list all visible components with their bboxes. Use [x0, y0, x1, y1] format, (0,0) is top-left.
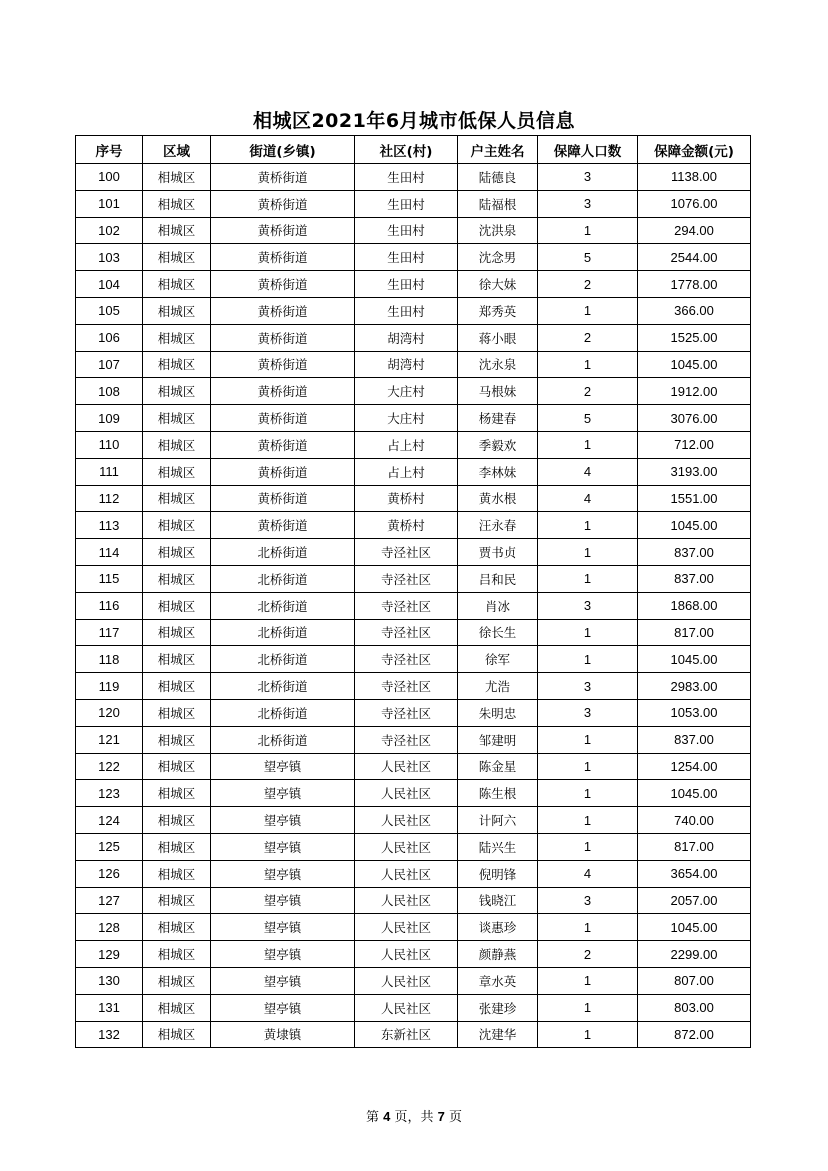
cell-index: 118: [76, 646, 143, 673]
cell-district: 相城区: [143, 646, 211, 673]
cell-street: 黄桥街道: [211, 271, 355, 298]
cell-householder: 邹建明: [458, 726, 538, 753]
cell-index: 126: [76, 860, 143, 887]
cell-householder: 蒋小眼: [458, 324, 538, 351]
cell-community: 人民社区: [355, 833, 458, 860]
cell-persons: 2: [538, 941, 638, 968]
cell-index: 112: [76, 485, 143, 512]
cell-persons: 3: [538, 164, 638, 191]
cell-householder: 尤浩: [458, 673, 538, 700]
table-row: [76, 512, 751, 539]
cell-district: 相城区: [143, 539, 211, 566]
cell-persons: 1: [538, 994, 638, 1021]
cell-amount: 803.00: [638, 994, 751, 1021]
cell-district: 相城区: [143, 780, 211, 807]
cell-street: 黄桥街道: [211, 405, 355, 432]
cell-community: 寺泾社区: [355, 565, 458, 592]
cell-street: 望亭镇: [211, 753, 355, 780]
footer-page-number: 4: [383, 1109, 391, 1124]
cell-street: 黄埭镇: [211, 1021, 355, 1048]
cell-amount: 2983.00: [638, 673, 751, 700]
cell-persons: 1: [538, 431, 638, 458]
cell-householder: 徐长生: [458, 619, 538, 646]
cell-street: 黄桥街道: [211, 190, 355, 217]
cell-amount: 1045.00: [638, 646, 751, 673]
cell-index: 121: [76, 726, 143, 753]
cell-amount: 712.00: [638, 431, 751, 458]
cell-street: 望亭镇: [211, 860, 355, 887]
cell-community: 人民社区: [355, 807, 458, 834]
cell-community: 人民社区: [355, 914, 458, 941]
cell-district: 相城区: [143, 565, 211, 592]
cell-street: 望亭镇: [211, 941, 355, 968]
cell-community: 人民社区: [355, 887, 458, 914]
cell-community: 生田村: [355, 217, 458, 244]
cell-district: 相城区: [143, 190, 211, 217]
cell-index: 128: [76, 914, 143, 941]
cell-amount: 1525.00: [638, 324, 751, 351]
cell-persons: 2: [538, 378, 638, 405]
cell-amount: 1868.00: [638, 592, 751, 619]
cell-amount: 817.00: [638, 833, 751, 860]
cell-community: 人民社区: [355, 860, 458, 887]
cell-community: 寺泾社区: [355, 619, 458, 646]
table-header: [76, 136, 751, 164]
cell-community: 生田村: [355, 190, 458, 217]
cell-amount: 294.00: [638, 217, 751, 244]
cell-community: 占上村: [355, 431, 458, 458]
cell-street: 黄桥街道: [211, 351, 355, 378]
cell-amount: 2299.00: [638, 941, 751, 968]
cell-householder: 马根妹: [458, 378, 538, 405]
table-row: [76, 941, 751, 968]
cell-householder: 肖冰: [458, 592, 538, 619]
table-row: [76, 833, 751, 860]
cell-householder: 郑秀英: [458, 297, 538, 324]
cell-district: 相城区: [143, 967, 211, 994]
cell-index: 105: [76, 297, 143, 324]
cell-amount: 807.00: [638, 967, 751, 994]
cell-persons: 1: [538, 1021, 638, 1048]
cell-householder: 沈永泉: [458, 351, 538, 378]
cell-persons: 1: [538, 297, 638, 324]
cell-street: 北桥街道: [211, 539, 355, 566]
table-row: [76, 914, 751, 941]
cell-index: 109: [76, 405, 143, 432]
cell-district: 相城区: [143, 860, 211, 887]
cell-community: 黄桥村: [355, 512, 458, 539]
cell-index: 119: [76, 673, 143, 700]
cell-householder: 黄水根: [458, 485, 538, 512]
col-header-index: 序号: [76, 136, 143, 164]
col-header-householder: 户主姓名: [458, 136, 538, 164]
cell-district: 相城区: [143, 217, 211, 244]
cell-index: 117: [76, 619, 143, 646]
cell-community: 东新社区: [355, 1021, 458, 1048]
cell-householder: 贾书贞: [458, 539, 538, 566]
cell-persons: 2: [538, 271, 638, 298]
cell-amount: 1551.00: [638, 485, 751, 512]
cell-district: 相城区: [143, 807, 211, 834]
cell-index: 132: [76, 1021, 143, 1048]
cell-persons: 1: [538, 217, 638, 244]
cell-persons: 1: [538, 539, 638, 566]
table-row: [76, 967, 751, 994]
cell-street: 望亭镇: [211, 967, 355, 994]
cell-index: 116: [76, 592, 143, 619]
table-row: [76, 458, 751, 485]
cell-amount: 1778.00: [638, 271, 751, 298]
cell-community: 人民社区: [355, 753, 458, 780]
cell-householder: 徐大妹: [458, 271, 538, 298]
cell-street: 北桥街道: [211, 646, 355, 673]
table-row: [76, 780, 751, 807]
cell-district: 相城区: [143, 673, 211, 700]
cell-householder: 倪明锋: [458, 860, 538, 887]
cell-street: 黄桥街道: [211, 458, 355, 485]
cell-persons: 5: [538, 244, 638, 271]
cell-persons: 5: [538, 405, 638, 432]
cell-street: 北桥街道: [211, 726, 355, 753]
cell-community: 生田村: [355, 164, 458, 191]
cell-index: 115: [76, 565, 143, 592]
cell-community: 黄桥村: [355, 485, 458, 512]
table-row: [76, 860, 751, 887]
cell-householder: 吕和民: [458, 565, 538, 592]
cell-district: 相城区: [143, 914, 211, 941]
cell-street: 黄桥街道: [211, 485, 355, 512]
header-row: [76, 136, 751, 164]
cell-district: 相城区: [143, 458, 211, 485]
cell-community: 生田村: [355, 297, 458, 324]
cell-district: 相城区: [143, 753, 211, 780]
cell-community: 寺泾社区: [355, 726, 458, 753]
cell-persons: 3: [538, 190, 638, 217]
cell-index: 120: [76, 699, 143, 726]
col-header-district: 区域: [143, 136, 211, 164]
cell-index: 127: [76, 887, 143, 914]
cell-index: 122: [76, 753, 143, 780]
cell-householder: 沈建华: [458, 1021, 538, 1048]
cell-persons: 1: [538, 833, 638, 860]
cell-persons: 1: [538, 753, 638, 780]
cell-householder: 颜静燕: [458, 941, 538, 968]
table-row: [76, 271, 751, 298]
cell-street: 北桥街道: [211, 699, 355, 726]
table-row: [76, 673, 751, 700]
cell-index: 131: [76, 994, 143, 1021]
cell-street: 黄桥街道: [211, 217, 355, 244]
cell-persons: 1: [538, 726, 638, 753]
cell-community: 人民社区: [355, 994, 458, 1021]
cell-district: 相城区: [143, 592, 211, 619]
cell-amount: 3654.00: [638, 860, 751, 887]
cell-persons: 1: [538, 565, 638, 592]
table-row: [76, 726, 751, 753]
cell-householder: 张建珍: [458, 994, 538, 1021]
cell-persons: 3: [538, 887, 638, 914]
cell-index: 130: [76, 967, 143, 994]
cell-district: 相城区: [143, 405, 211, 432]
cell-street: 黄桥街道: [211, 378, 355, 405]
cell-community: 胡湾村: [355, 351, 458, 378]
table-row: [76, 297, 751, 324]
cell-street: 北桥街道: [211, 592, 355, 619]
cell-index: 113: [76, 512, 143, 539]
col-header-community: 社区(村): [355, 136, 458, 164]
cell-district: 相城区: [143, 244, 211, 271]
cell-persons: 3: [538, 699, 638, 726]
cell-amount: 1912.00: [638, 378, 751, 405]
cell-householder: 计阿六: [458, 807, 538, 834]
cell-community: 寺泾社区: [355, 539, 458, 566]
cell-amount: 837.00: [638, 726, 751, 753]
cell-index: 106: [76, 324, 143, 351]
cell-community: 人民社区: [355, 780, 458, 807]
cell-amount: 2057.00: [638, 887, 751, 914]
cell-index: 108: [76, 378, 143, 405]
cell-householder: 杨建春: [458, 405, 538, 432]
cell-householder: 陆德良: [458, 164, 538, 191]
cell-persons: 1: [538, 351, 638, 378]
table-row: [76, 244, 751, 271]
cell-street: 黄桥街道: [211, 297, 355, 324]
cell-street: 望亭镇: [211, 780, 355, 807]
table-row: [76, 539, 751, 566]
cell-persons: 1: [538, 914, 638, 941]
cell-street: 望亭镇: [211, 833, 355, 860]
cell-amount: 1254.00: [638, 753, 751, 780]
cell-amount: 1138.00: [638, 164, 751, 191]
table-row: [76, 217, 751, 244]
cell-persons: 4: [538, 458, 638, 485]
cell-community: 寺泾社区: [355, 592, 458, 619]
cell-district: 相城区: [143, 726, 211, 753]
cell-district: 相城区: [143, 512, 211, 539]
cell-persons: 4: [538, 860, 638, 887]
table-row: [76, 646, 751, 673]
cell-index: 100: [76, 164, 143, 191]
cell-district: 相城区: [143, 941, 211, 968]
table-row: [76, 485, 751, 512]
cell-community: 大庄村: [355, 405, 458, 432]
cell-amount: 817.00: [638, 619, 751, 646]
cell-persons: 4: [538, 485, 638, 512]
cell-district: 相城区: [143, 378, 211, 405]
cell-district: 相城区: [143, 431, 211, 458]
cell-amount: 1076.00: [638, 190, 751, 217]
table-row: [76, 887, 751, 914]
cell-district: 相城区: [143, 324, 211, 351]
cell-index: 107: [76, 351, 143, 378]
table-body: [76, 164, 751, 1048]
table-row: [76, 753, 751, 780]
table-row: [76, 405, 751, 432]
cell-street: 望亭镇: [211, 887, 355, 914]
cell-amount: 2544.00: [638, 244, 751, 271]
cell-community: 胡湾村: [355, 324, 458, 351]
cell-district: 相城区: [143, 994, 211, 1021]
cell-householder: 李林妹: [458, 458, 538, 485]
cell-amount: 1045.00: [638, 914, 751, 941]
cell-community: 生田村: [355, 244, 458, 271]
table-row: [76, 190, 751, 217]
cell-index: 129: [76, 941, 143, 968]
cell-street: 黄桥街道: [211, 164, 355, 191]
cell-community: 寺泾社区: [355, 673, 458, 700]
document-title: 相城区2021年6月城市低保人员信息: [252, 110, 576, 132]
cell-index: 110: [76, 431, 143, 458]
cell-householder: 陈生根: [458, 780, 538, 807]
cell-community: 占上村: [355, 458, 458, 485]
cell-householder: 陆福根: [458, 190, 538, 217]
footer-suffix: 页: [449, 1110, 463, 1125]
col-header-street: 街道(乡镇): [211, 136, 355, 164]
cell-persons: 1: [538, 646, 638, 673]
cell-amount: 1045.00: [638, 512, 751, 539]
cell-amount: 1045.00: [638, 780, 751, 807]
cell-district: 相城区: [143, 619, 211, 646]
table-row: [76, 324, 751, 351]
cell-district: 相城区: [143, 271, 211, 298]
footer-prefix: 第: [365, 1110, 379, 1125]
cell-persons: 1: [538, 512, 638, 539]
table-row: [76, 807, 751, 834]
assistance-table: [75, 135, 751, 1048]
table-row: [76, 378, 751, 405]
cell-persons: 2: [538, 324, 638, 351]
cell-index: 114: [76, 539, 143, 566]
cell-index: 104: [76, 271, 143, 298]
table-row: [76, 994, 751, 1021]
cell-district: 相城区: [143, 485, 211, 512]
table-row: [76, 699, 751, 726]
cell-amount: 837.00: [638, 539, 751, 566]
cell-district: 相城区: [143, 297, 211, 324]
cell-persons: 1: [538, 807, 638, 834]
cell-householder: 汪永春: [458, 512, 538, 539]
cell-persons: 1: [538, 619, 638, 646]
cell-street: 黄桥街道: [211, 512, 355, 539]
cell-district: 相城区: [143, 351, 211, 378]
cell-street: 北桥街道: [211, 619, 355, 646]
cell-community: 寺泾社区: [355, 646, 458, 673]
table-row: [76, 592, 751, 619]
cell-persons: 1: [538, 780, 638, 807]
table-row: [76, 565, 751, 592]
cell-householder: 章水英: [458, 967, 538, 994]
cell-index: 102: [76, 217, 143, 244]
cell-district: 相城区: [143, 833, 211, 860]
footer-middle: 页，共: [394, 1110, 434, 1125]
cell-persons: 3: [538, 592, 638, 619]
col-header-amount: 保障金额(元): [638, 136, 751, 164]
cell-householder: 沈念男: [458, 244, 538, 271]
cell-index: 124: [76, 807, 143, 834]
table-row: [76, 619, 751, 646]
footer-total-pages: 7: [437, 1109, 445, 1124]
cell-amount: 837.00: [638, 565, 751, 592]
cell-amount: 3076.00: [638, 405, 751, 432]
cell-community: 人民社区: [355, 967, 458, 994]
cell-street: 北桥街道: [211, 673, 355, 700]
cell-district: 相城区: [143, 164, 211, 191]
cell-street: 黄桥街道: [211, 244, 355, 271]
cell-street: 望亭镇: [211, 807, 355, 834]
cell-district: 相城区: [143, 699, 211, 726]
cell-persons: 3: [538, 673, 638, 700]
table-row: [76, 351, 751, 378]
cell-householder: 沈洪泉: [458, 217, 538, 244]
cell-community: 寺泾社区: [355, 699, 458, 726]
cell-amount: 3193.00: [638, 458, 751, 485]
cell-street: 黄桥街道: [211, 431, 355, 458]
cell-index: 125: [76, 833, 143, 860]
cell-householder: 季毅欢: [458, 431, 538, 458]
cell-householder: 陈金星: [458, 753, 538, 780]
cell-community: 大庄村: [355, 378, 458, 405]
cell-index: 123: [76, 780, 143, 807]
table-row: [76, 431, 751, 458]
cell-district: 相城区: [143, 887, 211, 914]
cell-householder: 钱晓江: [458, 887, 538, 914]
cell-amount: 740.00: [638, 807, 751, 834]
cell-district: 相城区: [143, 1021, 211, 1048]
cell-persons: 1: [538, 967, 638, 994]
table-row: [76, 164, 751, 191]
col-header-persons: 保障人口数: [538, 136, 638, 164]
cell-householder: 陆兴生: [458, 833, 538, 860]
cell-index: 101: [76, 190, 143, 217]
cell-amount: 1053.00: [638, 699, 751, 726]
cell-street: 望亭镇: [211, 914, 355, 941]
cell-community: 人民社区: [355, 941, 458, 968]
page-footer: [0, 1106, 828, 1125]
cell-amount: 366.00: [638, 297, 751, 324]
cell-amount: 872.00: [638, 1021, 751, 1048]
cell-street: 黄桥街道: [211, 324, 355, 351]
cell-street: 北桥街道: [211, 565, 355, 592]
table-row: [76, 1021, 751, 1048]
cell-householder: 谈惠珍: [458, 914, 538, 941]
cell-community: 生田村: [355, 271, 458, 298]
cell-householder: 朱明忠: [458, 699, 538, 726]
cell-index: 111: [76, 458, 143, 485]
cell-index: 103: [76, 244, 143, 271]
cell-amount: 1045.00: [638, 351, 751, 378]
cell-street: 望亭镇: [211, 994, 355, 1021]
cell-householder: 徐军: [458, 646, 538, 673]
